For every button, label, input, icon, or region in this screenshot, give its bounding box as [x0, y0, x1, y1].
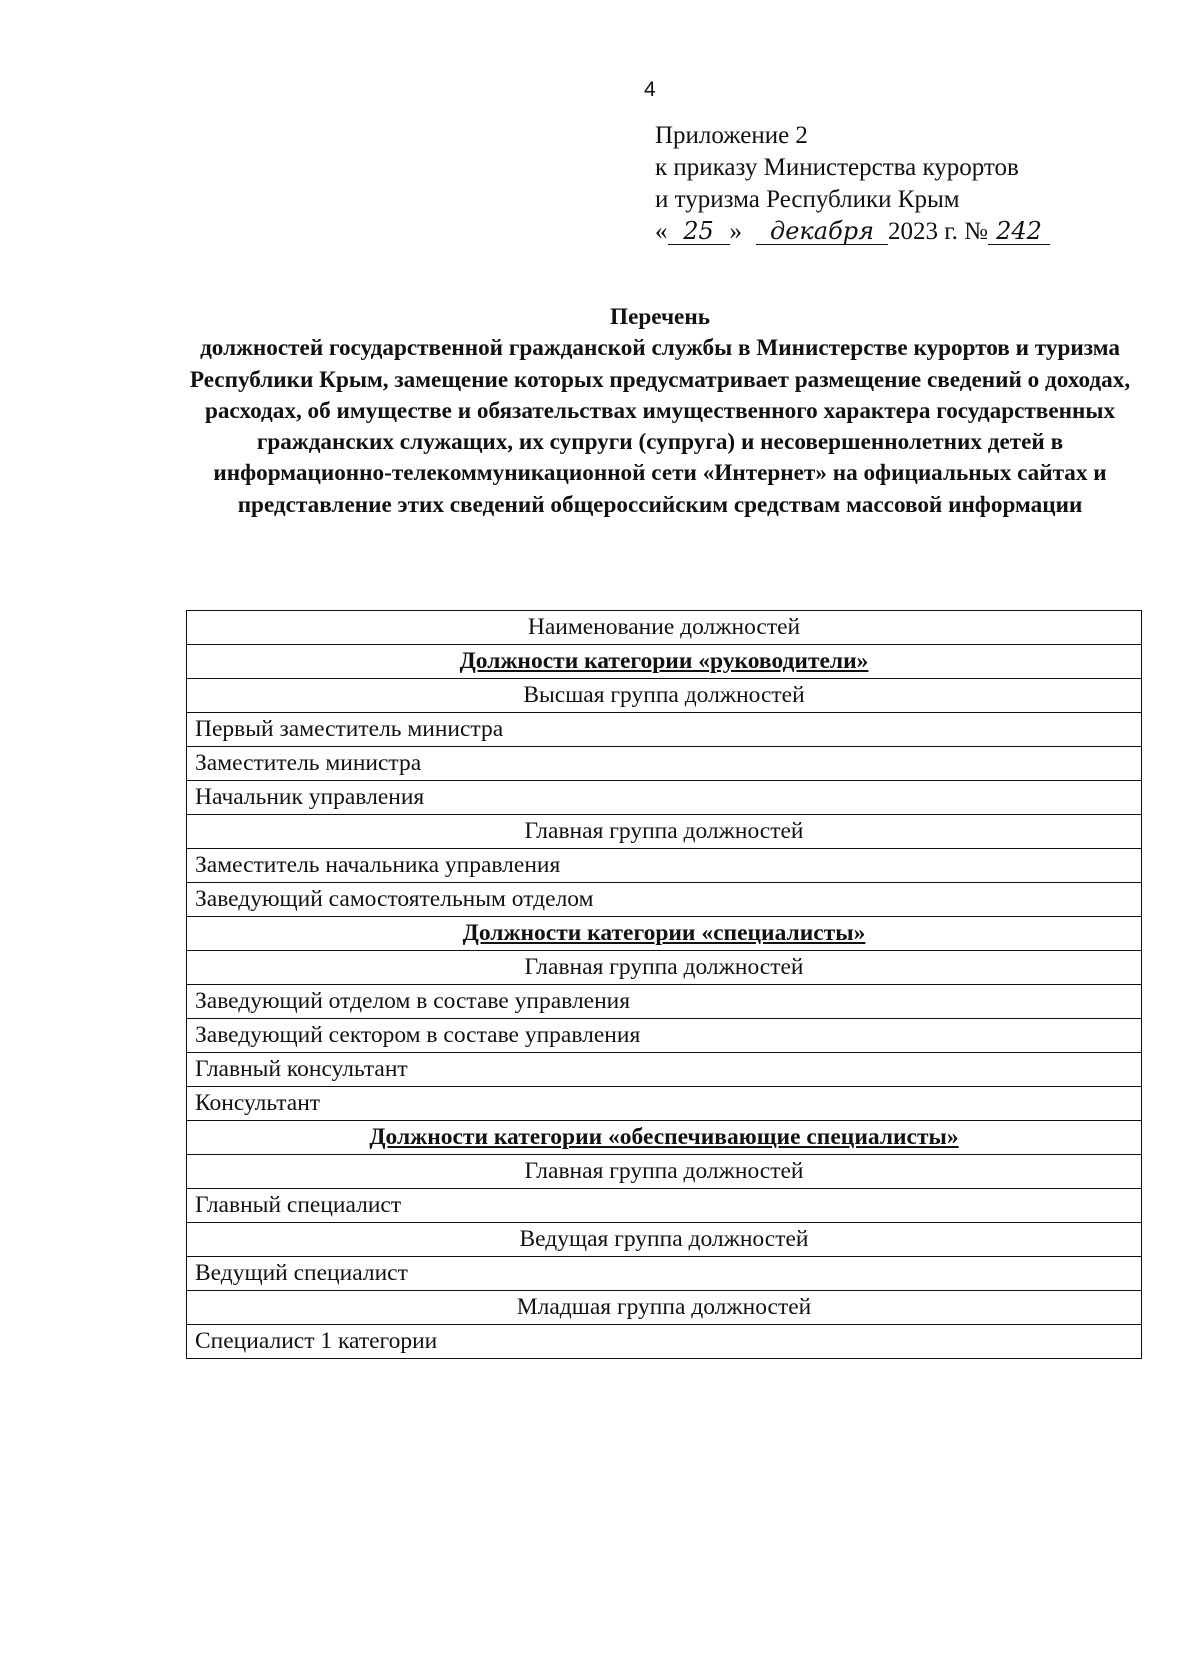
position-cell: Специалист 1 категории [187, 1325, 1142, 1359]
document-title [180, 302, 1140, 521]
appendix-block [655, 120, 1050, 248]
position-cell: Главный специалист [187, 1189, 1142, 1223]
position-cell: Заместитель начальника управления [187, 849, 1142, 883]
group-cell: Высшая группа должностей [187, 679, 1142, 713]
position-cell: Заместитель министра [187, 747, 1142, 781]
group-cell: Младшая группа должностей [187, 1291, 1142, 1325]
table-row [187, 1325, 1142, 1359]
table-header-row [187, 611, 1142, 645]
position-cell: Заведующий сектором в составе управления [187, 1019, 1142, 1053]
appendix-ministry: и туризма Республики Крым [655, 186, 960, 213]
category-cell: Должности категории «руководители» [187, 645, 1142, 679]
group-row [187, 1291, 1142, 1325]
group-row [187, 1155, 1142, 1189]
table-row [187, 1087, 1142, 1121]
category-row [187, 1121, 1142, 1155]
title-heading: Перечень [610, 304, 710, 330]
date-open-quote: « [655, 218, 668, 245]
group-cell: Ведущая группа должностей [187, 1223, 1142, 1257]
page-number: 4 [644, 78, 656, 101]
table-row [187, 1053, 1142, 1087]
date-year: 2023 г. № [888, 218, 989, 245]
appendix-order-reference: к приказу Министерства курортов [655, 154, 1019, 181]
group-cell: Главная группа должностей [187, 815, 1142, 849]
table-row [187, 985, 1142, 1019]
category-row [187, 645, 1142, 679]
table-row [187, 1019, 1142, 1053]
position-cell: Консультант [187, 1087, 1142, 1121]
position-cell: Главный консультант [187, 1053, 1142, 1087]
handwritten-day: 25 [668, 218, 730, 245]
category-cell: Должности категории «обеспечивающие специалисты» [187, 1121, 1142, 1155]
title-body: должностей государственной гражданской службы в Министерстве курортов и туризма Республики Крым, замещение которых предусматривает размещение сведений о доходах, расходах, об имуществе и обязательствах имущественного характера государственных гражданских служащих, их супруги (супруга) и несовершеннолетних детей в информационно-телекоммуникационной сети «Интернет» на официальных сайтах и представление этих сведений общероссийским средствам массовой информации [189, 335, 1131, 518]
group-row [187, 951, 1142, 985]
position-cell: Начальник управления [187, 781, 1142, 815]
table-row [187, 781, 1142, 815]
group-row [187, 1223, 1142, 1257]
table-header-cell: Наименование должностей [187, 611, 1142, 645]
table-row [187, 747, 1142, 781]
group-row [187, 679, 1142, 713]
position-cell: Заведующий самостоятельным отделом [187, 883, 1142, 917]
appendix-date-line [655, 216, 1050, 248]
table-row [187, 713, 1142, 747]
category-cell: Должности категории «специалисты» [187, 917, 1142, 951]
appendix-title: Приложение 2 [655, 122, 808, 149]
positions-table [186, 610, 1142, 1359]
table-row [187, 1189, 1142, 1223]
handwritten-order-number: 242 [988, 218, 1050, 245]
table-row [187, 849, 1142, 883]
handwritten-month: декабря [756, 218, 888, 245]
category-row [187, 917, 1142, 951]
group-cell: Главная группа должностей [187, 1155, 1142, 1189]
group-row [187, 815, 1142, 849]
position-cell: Заведующий отделом в составе управления [187, 985, 1142, 1019]
position-cell: Первый заместитель министра [187, 713, 1142, 747]
table-row [187, 883, 1142, 917]
group-cell: Главная группа должностей [187, 951, 1142, 985]
date-close-quote: » [729, 218, 742, 245]
table-row [187, 1257, 1142, 1291]
position-cell: Ведущий специалист [187, 1257, 1142, 1291]
